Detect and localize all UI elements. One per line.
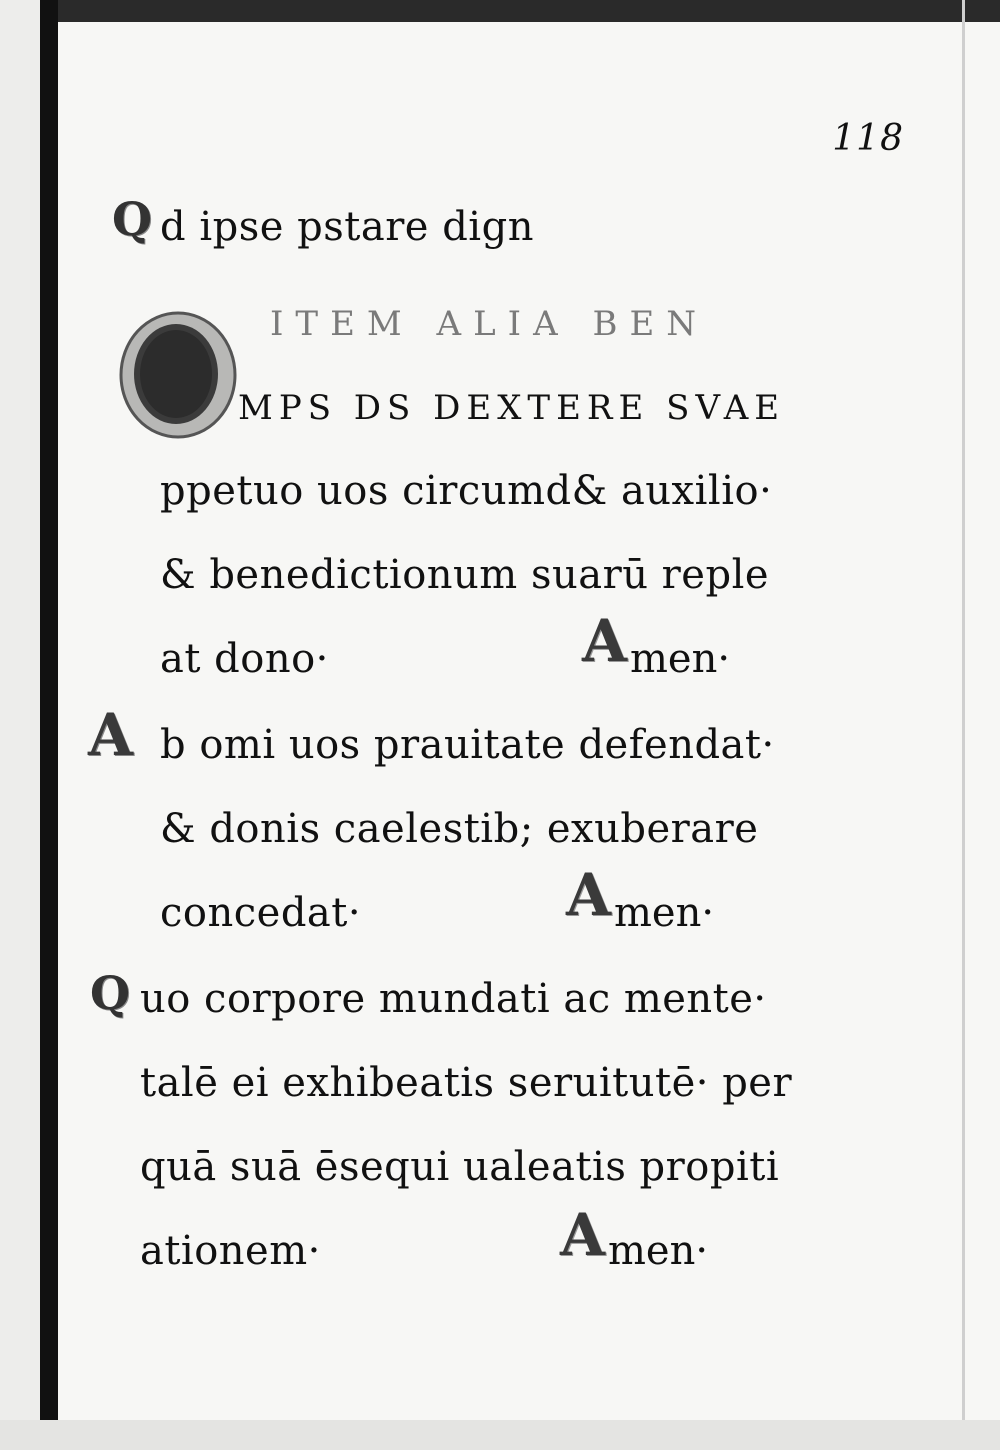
- folio-number: 118: [832, 118, 904, 159]
- initial-q-2: Q: [90, 966, 131, 1020]
- decorated-initial-o: [118, 310, 238, 440]
- scan-bottom-band: [0, 1420, 1000, 1450]
- page-edge-right: [962, 0, 965, 1450]
- text-line-3: ppetuo uos circumd& auxilio·: [160, 468, 773, 514]
- amen-rest-3: men·: [608, 1228, 709, 1274]
- text-line-1: d ipse pstare dign: [160, 204, 534, 250]
- facing-page-edge: [0, 0, 40, 1450]
- rubric-heading: ITEM ALIA BEN: [270, 304, 709, 344]
- amen-rest-1: men·: [630, 636, 731, 682]
- text-line-9: uo corpore mundati ac mente·: [140, 976, 767, 1022]
- scan-top-band: [0, 0, 1000, 22]
- text-line-11: quā suā ēsequi ualeatis propiti: [140, 1144, 780, 1190]
- text-line-7: & donis caelestib; exuberare: [160, 806, 759, 852]
- show-through-text: [788, 202, 802, 253]
- text-line-4: & benedictionum suarū reple: [160, 552, 770, 598]
- text-line-8: concedat·: [160, 890, 362, 936]
- text-line-6: b omi uos prauitate defendat·: [160, 722, 775, 768]
- amen-initial-a-1: A: [582, 607, 628, 675]
- caps-line: MPS DS DEXTERE SVAE: [238, 388, 786, 428]
- text-line-12: ationem·: [140, 1228, 321, 1274]
- text-line-10: talē ei exhibeatis seruitutē· per: [140, 1060, 793, 1106]
- book-spine: [40, 0, 58, 1450]
- initial-a-1: A: [88, 701, 134, 769]
- amen-rest-2: men·: [614, 890, 715, 936]
- initial-q-1: Q: [112, 192, 153, 246]
- amen-initial-a-3: A: [560, 1201, 606, 1269]
- amen-initial-a-2: A: [566, 861, 612, 929]
- text-line-5: at dono·: [160, 636, 329, 682]
